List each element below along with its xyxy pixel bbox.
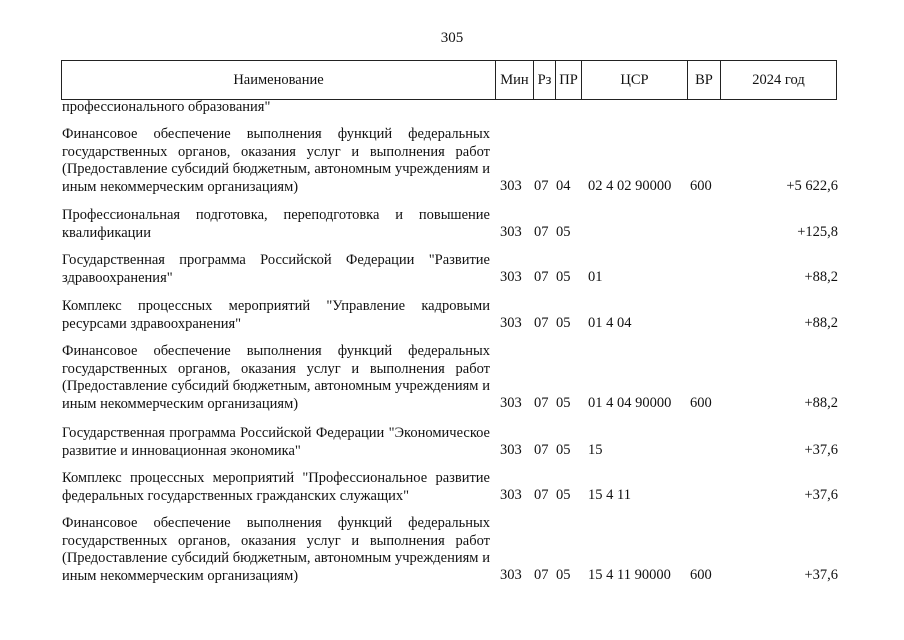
row-min: 303 — [500, 442, 522, 458]
header-csr: ЦСР — [581, 61, 687, 99]
row-rz: 07 — [534, 487, 549, 503]
row-csr: 01 4 04 — [588, 315, 632, 331]
row-name: Государственная программа Российской Федерации "Развитие здравоохранения" — [62, 252, 490, 286]
row-vr: 600 — [690, 567, 712, 583]
row-min: 303 — [500, 315, 522, 331]
row-amount: +88,2 — [804, 269, 838, 285]
row-min: 303 — [500, 178, 522, 194]
row-name: Финансовое обеспечение выполнения функций федеральных государственных органов, оказания услуг и выполнения работ (Предоставление субсидий бюджетным, автономным учреждениям и иным некоммерческим организациям) — [62, 343, 490, 412]
row-amount: +88,2 — [804, 315, 838, 331]
row-csr: 15 4 11 — [588, 487, 631, 503]
row-rz: 07 — [534, 567, 549, 583]
row-rz: 07 — [534, 442, 549, 458]
row-rz: 07 — [534, 315, 549, 331]
row-pr: 05 — [556, 567, 571, 583]
row-min: 303 — [500, 567, 522, 583]
row-rz: 07 — [534, 178, 549, 194]
row-amount: +125,8 — [797, 224, 838, 240]
row-name: Комплекс процессных мероприятий "Профессиональное развитие федеральных государственных гражданских служащих" — [62, 470, 490, 504]
row-min: 303 — [500, 487, 522, 503]
header-name: Наименование — [233, 71, 324, 88]
header-min: Мин — [495, 61, 533, 99]
row-csr: 02 4 02 90000 — [588, 178, 672, 194]
header-rz: Рз — [533, 61, 555, 99]
row-pr: 05 — [556, 224, 571, 240]
row-name: профессионального образования" — [62, 99, 271, 115]
row-name: Финансовое обеспечение выполнения функций федеральных государственных органов, оказания услуг и выполнения работ (Предоставление субсидий бюджетным, автономным учреждениям и иным некоммерческим организациям) — [62, 126, 490, 195]
row-pr: 05 — [556, 487, 571, 503]
row-name: Финансовое обеспечение выполнения функций федеральных государственных органов, оказания услуг и выполнения работ (Предоставление субсидий бюджетным, автономным учреждениям и иным некоммерческим организациям) — [62, 515, 490, 584]
row-pr: 05 — [556, 442, 571, 458]
row-csr: 15 — [588, 442, 603, 458]
row-vr: 600 — [690, 178, 712, 194]
row-vr: 600 — [690, 395, 712, 411]
header-pr: ПР — [555, 61, 581, 99]
page-number: 305 — [440, 30, 464, 46]
row-name: Государственная программа Российской Федерации "Экономическое развитие и инновационная экономика" — [62, 425, 490, 459]
row-rz: 07 — [534, 395, 549, 411]
row-csr: 15 4 11 90000 — [588, 567, 671, 583]
row-amount: +88,2 — [804, 395, 838, 411]
row-name: Профессиональная подготовка, переподготовка и повышение квалификации — [62, 207, 490, 241]
row-rz: 07 — [534, 269, 549, 285]
header-vr: ВР — [687, 61, 720, 99]
row-amount: +37,6 — [804, 442, 838, 458]
row-pr: 05 — [556, 269, 571, 285]
row-amount: +37,6 — [804, 487, 838, 503]
row-pr: 05 — [556, 395, 571, 411]
row-pr: 04 — [556, 178, 571, 194]
row-csr: 01 4 04 90000 — [588, 395, 672, 411]
row-csr: 01 — [588, 269, 603, 285]
row-name: Комплекс процессных мероприятий "Управление кадровыми ресурсами здравоохранения" — [62, 298, 490, 332]
row-pr: 05 — [556, 315, 571, 331]
row-min: 303 — [500, 395, 522, 411]
header-year: 2024 год — [720, 61, 836, 99]
row-amount: +5 622,6 — [786, 178, 838, 194]
row-amount: +37,6 — [804, 567, 838, 583]
row-min: 303 — [500, 224, 522, 240]
row-min: 303 — [500, 269, 522, 285]
row-rz: 07 — [534, 224, 549, 240]
